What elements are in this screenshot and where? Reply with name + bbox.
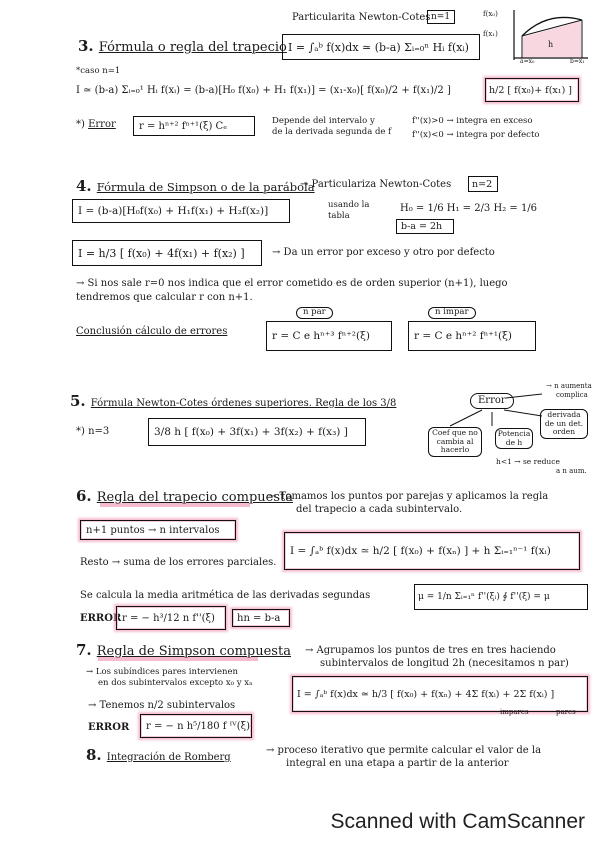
depends-line-2: de la derivada segunda de f: [272, 127, 392, 137]
graph-x0-label: a=x₀: [520, 58, 535, 65]
simpson-compuesto-error-box: r = − n h⁵/180 f ᴵⱽ(ξ): [140, 714, 252, 738]
usando-label-1: usando la: [328, 200, 370, 210]
section-6-heading: [76, 487, 293, 506]
section-4-number: 4.: [76, 177, 92, 195]
section-5-heading: [70, 392, 396, 410]
section-7-error-label: ERROR: [88, 722, 130, 733]
n-impar-label: n impar: [428, 307, 476, 319]
trapezoid-result-box: h/2 [ f(x₀)+ f(x₁) ]: [485, 78, 579, 102]
points-intervals-box: n+1 puntos → n intervalos: [80, 520, 236, 540]
defect-condition: f''(x)<0 → integra por defecto: [412, 130, 540, 140]
depends-line-1: Depende del intervalo y: [272, 116, 375, 126]
n1-box: n=1: [427, 10, 455, 24]
graph-x1-label: b=x₁: [570, 58, 585, 65]
romberg-note-2: integral en una etapa a partir de la anterior: [286, 758, 509, 769]
trapecio-compuesto-error-box: r = − h³/12 n f''(ξ): [116, 606, 226, 630]
ba-2h-box: b-a = 2h: [396, 219, 454, 234]
trapecio-compuesto-formula-box: I = ∫ₐᵇ f(x)dx ≃ h/2 [ f(x₀) + f(xₙ) ] + h Σᵢ₌₁ⁿ⁻¹ f(xᵢ): [284, 532, 580, 570]
excess-condition: f''(x)>0 → integra en exceso: [412, 116, 533, 126]
section-3-error-label: *) Error: [76, 119, 116, 130]
subindices-note-1: → Los subíndices pares intervienen: [86, 667, 239, 677]
section-6-number: 6.: [76, 487, 92, 505]
section-7-heading: [76, 641, 291, 660]
error-nimpar-box: r = C e hⁿ⁺² fⁿ⁺¹(ξ): [408, 321, 536, 351]
error-node: Error: [470, 393, 514, 409]
romberg-note-1: → proceso iterativo que permite calcular el valor de la: [266, 745, 542, 756]
trapezoid-expansion: I ≃ (b-a) Σᵢ₌₀¹ Hᵢ f(xᵢ) = (b-a)[H₀ f(x₀) + H₁ f(x₁)] = (x₁-x₀)[ f(x₀)/2 + f(x₁)/2 ]: [76, 85, 451, 96]
impares-label: impares: [500, 708, 529, 716]
n-increase-note: → n aumenta: [546, 382, 592, 390]
simpson-compuesto-note-1: → Agrupamos los puntos de tres en tres haciendo: [305, 645, 556, 656]
trapecio-compuesto-note-1: → Tomamos los puntos por parejas y aplicamos la regla: [268, 491, 549, 502]
section-3-title: Fórmula o regla del trapecio: [98, 40, 287, 55]
simpson-general-box: I = (b-a)[H₀f(x₀) + H₁f(x₁) + H₂f(x₂)]: [72, 199, 290, 223]
newton-cotes-formula-box: I = ∫ₐᵇ f(x)dx ≃ (b-a) Σᵢ₌₀ⁿ Hᵢ f(xᵢ): [282, 34, 480, 60]
error-order-note-2: tendremos que calcular r con n+1.: [76, 292, 253, 303]
media-aritmetica-note: Se calcula la media aritmética de las derivadas segundas: [80, 590, 371, 601]
trapezoid-error-box: r = hⁿ⁺² fⁿ⁺¹(ξ) Cₑ: [133, 116, 255, 136]
section-6-title: Regla del trapecio compuesta: [96, 490, 293, 505]
section-5-title: Fórmula Newton-Cotes órdenes superiores. Regla de los 3/8: [90, 398, 397, 409]
section-8-heading: [86, 746, 231, 764]
section-4-title: Fórmula de Simpson o de la parábola: [96, 180, 315, 194]
n3-case-label: *) n=3: [76, 426, 110, 437]
error-order-note-1: → Si nos sale r=0 nos indica que el error cometido es de orden superior (n+1), luego: [76, 278, 508, 289]
section-7-number: 7.: [76, 641, 92, 659]
section-4-heading: [76, 177, 315, 195]
resto-note: Resto → suma de los errores parciales.: [80, 557, 277, 568]
graph-fx0-label: f(x₀): [483, 10, 498, 18]
section-5-number: 5.: [70, 392, 86, 410]
newton-cotes-title: Particularita Newton-Cotes: [292, 12, 431, 23]
h-less-one-note-2: a n aum.: [556, 467, 587, 475]
simpson-compuesto-formula-box: I = ∫ₐᵇ f(x)dx ≃ h/3 [ f(x₀) + f(xₙ) + 4Σ f(xᵢ) + 2Σ f(xᵢ) ]: [292, 676, 588, 712]
simpson-result-box: I = h/3 [ f(x₀) + 4f(x₁) + f(x₂) ]: [72, 240, 262, 266]
section-6-error-label: ERROR: [80, 613, 122, 624]
hn-ba-box: hn = b-a: [232, 609, 290, 627]
mu-formula-box: μ = 1/n Σᵢ₌₁ⁿ f''(ξᵢ) ∮ f''(ξ) = μ: [414, 584, 588, 610]
coef-node: Coef que no cambia al hacerlo: [428, 427, 482, 457]
error-npar-box: r = C e hⁿ⁺³ fⁿ⁺²(ξ): [266, 321, 392, 351]
case-n1-label: *caso n=1: [76, 66, 121, 76]
power-h-node: Potencia de h: [495, 428, 533, 449]
h-less-one-note: h<1 → se reduce: [496, 457, 560, 466]
n-half-subintervals: → Tenemos n/2 subintervalos: [88, 700, 236, 711]
three-eighths-rule-box: 3/8 h [ f(x₀) + 3f(x₁) + 3f(x₂) + f(x₃) ]: [148, 418, 366, 446]
n2-box: n=2: [468, 176, 498, 192]
usando-label-2: tabla: [328, 211, 350, 221]
n-par-label: n par: [296, 307, 333, 319]
section-7-title: Regla de Simpson compuesta: [96, 644, 291, 659]
newton-cotes-note: [292, 12, 430, 24]
trapecio-compuesto-note-2: del trapecio a cada subintervalo.: [296, 504, 463, 515]
n-increase-note-2: complica: [556, 391, 588, 399]
derivative-node: derivada de un det. orden: [540, 409, 588, 439]
graph-h-label: h: [548, 40, 554, 49]
particulariza-note: → Particulariza Newton-Cotes: [300, 179, 452, 190]
simpson-error-note: → Da un error por exceso y otro por defecto: [272, 247, 495, 258]
graph-fx1-label: f(x₁): [483, 30, 498, 38]
section-8-number: 8.: [86, 746, 102, 764]
section-8-title: Integración de Romberg: [106, 752, 231, 763]
pares-label: pares: [556, 708, 576, 716]
section-3-heading: [78, 37, 287, 56]
simpson-compuesto-note-2: subintervalos de longitud 2h (necesitamos n par): [320, 658, 569, 669]
section-3-number: 3.: [78, 37, 94, 55]
camscanner-footer: Scanned with CamScanner: [330, 810, 585, 833]
conclusion-label: Conclusión cálculo de errores: [76, 326, 228, 337]
subindices-note-2: en dos subintervalos excepto x₀ y xₙ: [98, 678, 253, 688]
simpson-weights: H₀ = 1/6 H₁ = 2/3 H₂ = 1/6: [400, 203, 538, 214]
